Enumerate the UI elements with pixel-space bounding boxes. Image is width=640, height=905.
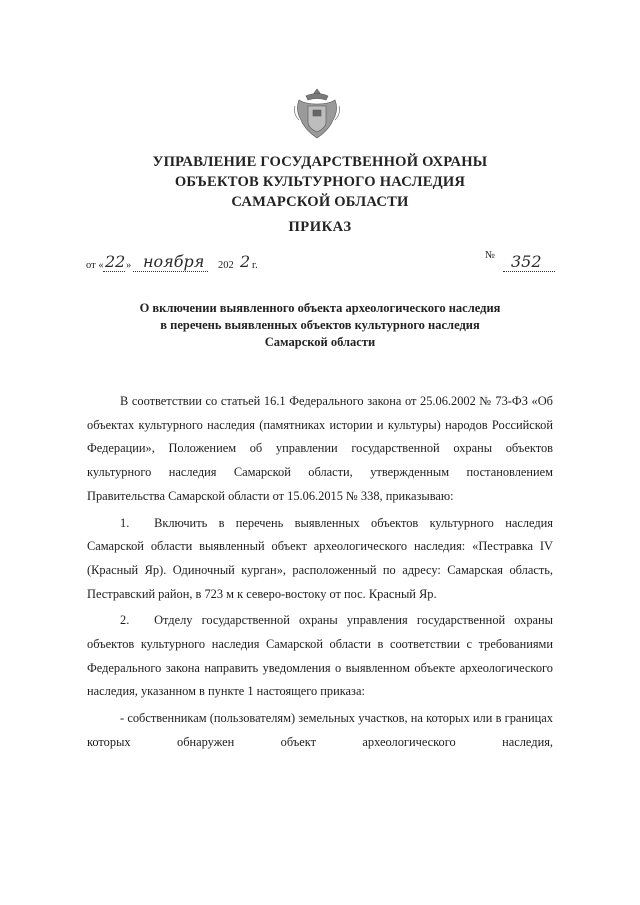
date-suffix: г. xyxy=(252,260,258,271)
document-number xyxy=(485,250,565,274)
item-1-paragraph: 1. Включить в перечень выявленных объектов культурного наследия Самарской области выявленный объект археологического наследия: «Пестравка IV (Красный Яр). Одиночный курган», расположенный по адресу: Самарская область, Пестравский район, в 723 м к северо-востоку от пос. Красный Яр. xyxy=(87,515,553,601)
preamble-paragraph: В соответствии со статьей 16.1 Федерального закона от 25.06.2002 № 73-ФЗ «Об объектах культурного наследия (памятниках истории и культуры) народов Российской Федерации», Положением об управлении государственной охраны объектов культурного наследия Самарской области, утвержденным постановлением Правительства Самарской области от 15.06.2015 № 338, приказываю: xyxy=(87,394,553,503)
document-date xyxy=(86,250,286,274)
number-handwritten: 352 xyxy=(511,252,542,271)
title-line-3: Самарской области xyxy=(264,335,376,349)
coat-of-arms-emblem xyxy=(291,86,343,144)
title-line-1: О включении выявленного объекта археологического наследия xyxy=(139,301,501,315)
title-line-2: в перечень выявленных объектов культурного наследия xyxy=(160,318,480,332)
item-2-bullet-paragraph: - собственникам (пользователям) земельных участков, на которых или в границах которых обнаружен объект археологического наследия, xyxy=(87,711,553,749)
item-2-paragraph: 2. Отделу государственной охраны управления государственной охраны объектов культурного наследия Самарской области в соответствии с требованиями Федерального закона направить уведомления о выявленном объекте археологического наследия, указанном в пункте 1 настоящего приказа: xyxy=(87,613,553,699)
date-prefix: от « xyxy=(86,260,104,271)
date-year-prefix: 202 xyxy=(218,260,234,271)
document-title xyxy=(90,300,550,351)
org-line-1: УПРАВЛЕНИЕ ГОСУДАРСТВЕННОЙ ОХРАНЫ xyxy=(152,154,488,170)
org-line-2: ОБЪЕКТОВ КУЛЬТУРНОГО НАСЛЕДИЯ xyxy=(174,174,466,190)
date-mid: » xyxy=(126,260,132,271)
number-prefix: № xyxy=(485,250,496,261)
date-year-handwritten: 2 xyxy=(240,252,251,271)
date-day-handwritten: 22 xyxy=(105,252,126,271)
organization-name xyxy=(100,152,540,212)
document-type: ПРИКАЗ xyxy=(288,219,352,235)
org-line-3: САМАРСКОЙ ОБЛАСТИ xyxy=(231,194,409,210)
date-month-handwritten: ноября xyxy=(143,252,205,271)
document-body xyxy=(87,390,553,755)
